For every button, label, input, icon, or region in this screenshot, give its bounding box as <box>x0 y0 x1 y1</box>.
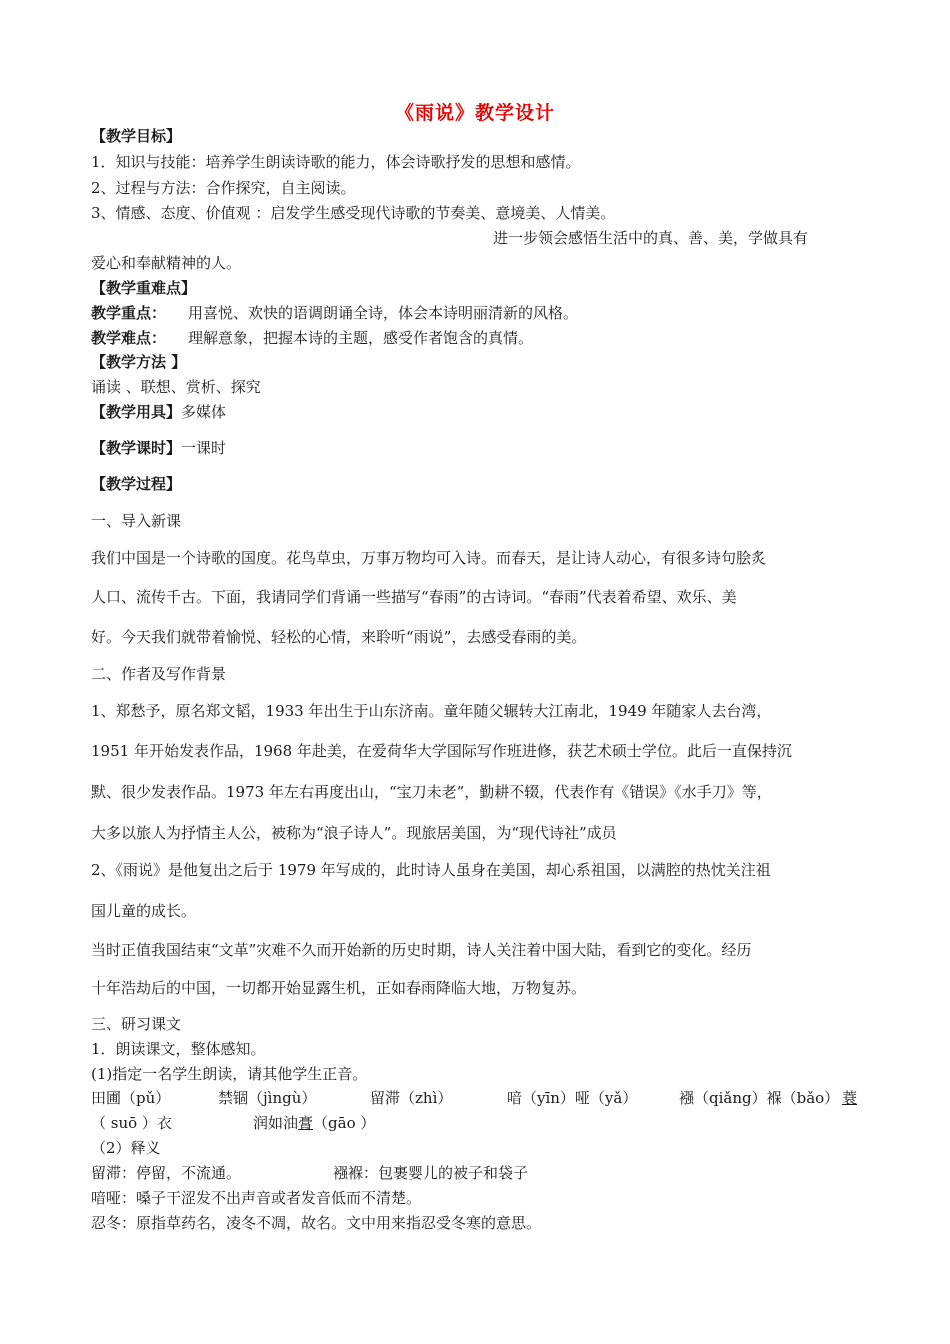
pinyin-word-8 <box>253 1113 375 1133</box>
goal-2: 2、过程与方法：合作探究，自主阅读。 <box>91 179 356 197</box>
pinyin-word-7: （ suō ）衣 <box>91 1114 172 1132</box>
hours-text: 一课时 <box>181 439 227 457</box>
hours-heading: 【教学课时】 <box>91 439 182 457</box>
study-s3: （2）释义 <box>91 1139 161 1157</box>
author-a4: 大多以旅人为抒情主人公，被称为“浪子诗人”。现旅居美国，为“现代诗社”成员 <box>91 824 617 842</box>
goals-heading: 【教学目标】 <box>91 127 182 145</box>
definition-3: 喑哑：嗓子干涩发不出声音或者发音低而不清楚。 <box>91 1189 422 1207</box>
intro-heading: 一、导入新课 <box>91 512 182 530</box>
process-heading: 【教学过程】 <box>91 475 182 493</box>
author-a2: 1951 年开始发表作品，1968 年赴美，在爱荷华大学国际写作班进修，获艺术硕士学位。此后一直保持沉 <box>91 742 792 760</box>
intro-p2: 人口、流传千古。下面，我请同学们背诵一些描写“春雨”的古诗词。“春雨”代表着希望、欢乐、美 <box>91 588 737 606</box>
pinyin-word-8-prefix: 润如油 <box>253 1114 299 1132</box>
document-title: 《雨说》教学设计 <box>394 102 555 124</box>
difficulty-label: 教学难点： <box>91 329 167 347</box>
goal-3-continued: 进一步领会感悟生活中的真、善、美，学做具有 <box>493 229 809 247</box>
goal-1: 1．知识与技能：培养学生朗读诗歌的能力，体会诗歌抒发的思想和感情。 <box>91 153 581 171</box>
author-a1: 1、郑愁予，原名郑文韬，1933 年出生于山东济南。童年随父辗转大江南北，1949 年随家人去台湾， <box>91 702 772 720</box>
pinyin-word-8-char: 膏 <box>298 1114 314 1132</box>
study-s1: 1．朗读课文，整体感知。 <box>91 1040 266 1058</box>
focus-line <box>91 303 578 323</box>
pinyin-word-3: 留滞（zhì） <box>370 1089 453 1107</box>
definition-4: 忍冬：原指草药名，凌冬不凋，故名。文中用来指忍受冬寒的意思。 <box>91 1214 542 1232</box>
tools-text: 多媒体 <box>181 403 227 421</box>
difficulty-text: 理解意象，把握本诗的主题，感受作者饱含的真情。 <box>188 329 534 347</box>
method-text: 诵读 、联想、赏析、探究 <box>91 378 261 396</box>
tools-heading: 【教学用具】 <box>91 403 182 421</box>
goal-3: 3、情感、态度、价值观 ：启发学生感受现代诗歌的节奏美、意境美、人情美。 <box>91 204 616 222</box>
author-a3: 默、很少发表作品。1973 年左右再度出山，“宝刀未老”，勤耕不辍，代表作有《错误》《水手刀》等， <box>91 783 772 801</box>
study-heading: 三、研习课文 <box>91 1015 182 1033</box>
focus-label: 教学重点： <box>91 304 167 322</box>
author-c2: 十年浩劫后的中国，一切都开始显露生机，正如春雨降临大地，万物复苏。 <box>91 979 587 997</box>
study-s2: (1)指定一名学生朗读，请其他学生正音。 <box>91 1065 368 1083</box>
definition-2: 襁褓：包裹婴儿的被子和袋子 <box>333 1164 529 1182</box>
pinyin-word-8-pinyin: （gāo ） <box>313 1114 376 1132</box>
author-b1: 2、《雨说》是他复出之后于 1979 年写成的，此时诗人虽身在美国，却心系祖国，以满腔的热忱关注祖 <box>91 861 771 879</box>
pinyin-word-6: 蓑 <box>842 1089 858 1107</box>
definition-1: 留滞：停留，不流通。 <box>91 1164 242 1182</box>
difficulty-line <box>91 328 533 348</box>
pinyin-word-2: 禁锢（jìngù） <box>218 1089 317 1107</box>
keypoints-heading: 【教学重难点】 <box>91 279 197 297</box>
goal-3-end: 爱心和奉献精神的人。 <box>91 254 242 272</box>
pinyin-word-5: 襁（qiǎng）褓（bǎo） <box>679 1089 840 1107</box>
pinyin-word-4: 喑（yīn）哑（yǎ） <box>507 1089 638 1107</box>
tools-line <box>91 402 226 422</box>
intro-p1: 我们中国是一个诗歌的国度。花鸟草虫，万事万物均可入诗。而春天，是让诗人动心，有很多诗句脍炙 <box>91 549 767 567</box>
focus-text: 用喜悦、欢快的语调朗诵全诗，体会本诗明丽清新的风格。 <box>188 304 579 322</box>
intro-p3: 好。今天我们就带着愉悦、轻松的心情，来聆听“雨说”，去感受春雨的美。 <box>91 628 587 646</box>
author-c1: 当时正值我国结束“文革”灾难不久而开始新的历史时期，诗人关注着中国大陆，看到它的变化。经历 <box>91 941 752 959</box>
hours-line <box>91 438 226 458</box>
author-heading: 二、作者及写作背景 <box>91 665 227 683</box>
author-b2: 国儿童的成长。 <box>91 902 197 920</box>
method-heading: 【教学方法 】 <box>91 353 187 371</box>
pinyin-word-1: 田圃（pǔ） <box>91 1089 171 1107</box>
